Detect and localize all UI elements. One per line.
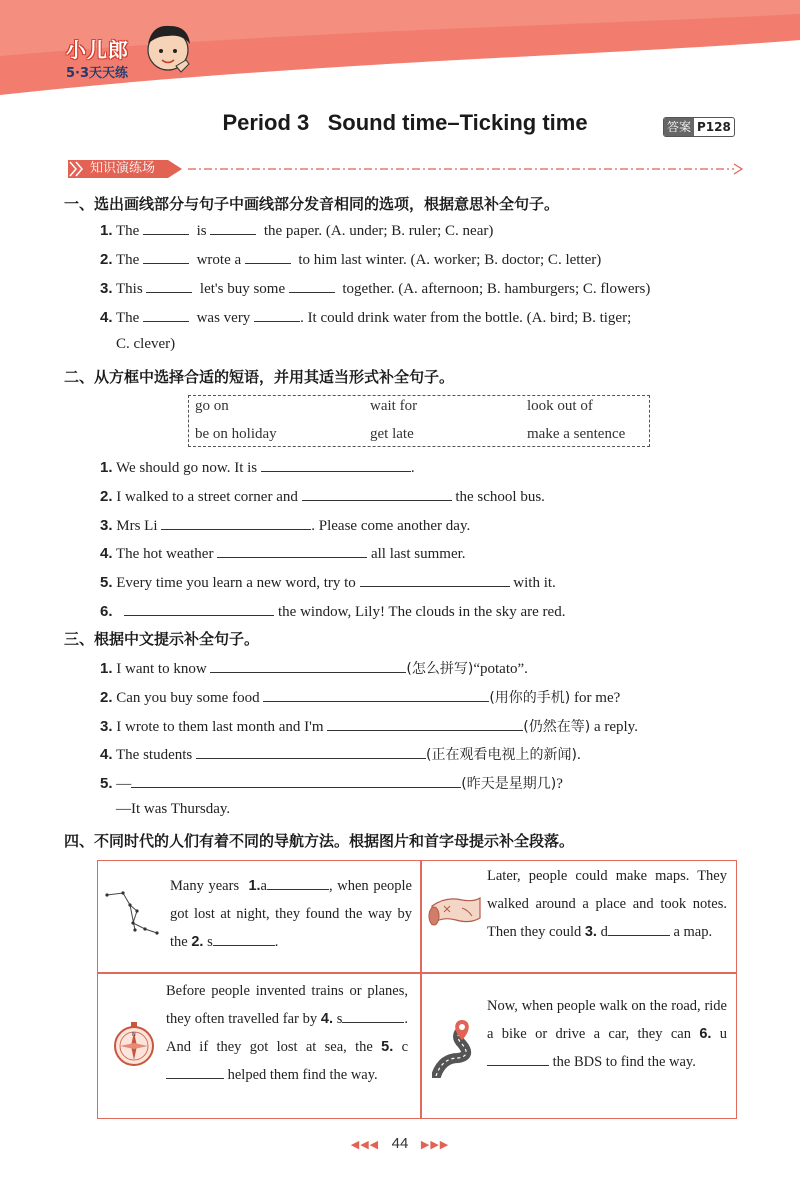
part1-item-3: 3. This let's buy some together. (A. afternoon; B. hamburgers; C. flowers)	[100, 280, 651, 297]
answer-blank[interactable]	[143, 220, 189, 235]
brand-logo: 小儿郎	[66, 38, 129, 62]
answer-blank[interactable]	[143, 307, 189, 322]
answer-blank[interactable]	[342, 1009, 404, 1023]
answer-blank[interactable]	[196, 744, 426, 759]
page-number: 44	[391, 1135, 409, 1152]
answer-blank[interactable]	[327, 716, 523, 731]
part3-answer: —It was Thursday.	[116, 801, 231, 817]
answer-blank[interactable]	[261, 457, 411, 472]
page-title: Period 3 Sound time–Ticking time	[222, 110, 588, 135]
nav-cell-stars: Many years 1.a , when people got lost at night, they found the way by the 2. s .	[170, 878, 412, 950]
answer-blank[interactable]	[267, 876, 329, 890]
next-arrows-icon: ▶▶▶	[420, 1139, 450, 1151]
answer-blank[interactable]	[360, 572, 510, 587]
phrase-option: get late	[370, 426, 414, 442]
part2-heading: 二、从方框中选择合适的短语，并用其适当形式补全句子。	[64, 368, 455, 386]
part4-heading: 四、不同时代的人们有着不同的导航方法。根据图片和首字母提示补全段落。	[64, 832, 575, 850]
part3-item-4: 4. The students (正在观看电视上的新闻).	[100, 746, 581, 763]
answer-page: P128	[697, 120, 731, 134]
nav-cell-compass: Before people invented trains or planes, they often travelled far by 4. s . And if they got lost at sea, the 5. c helped them find the way.	[166, 983, 409, 1083]
map-icon	[426, 890, 484, 936]
part1-item-2: 2. The wrote a to him last winter. (A. worker; B. doctor; C. letter)	[100, 251, 602, 268]
part1-item-4: 4. The was very . It could drink water from the bottle. (A. bird; B. tiger;	[100, 309, 632, 326]
mascot-icon	[148, 26, 190, 72]
phrase-option: make a sentence	[527, 426, 626, 442]
answer-blank[interactable]	[263, 687, 489, 702]
answer-label: 答案	[664, 118, 694, 136]
answer-blank[interactable]	[131, 773, 461, 788]
answer-blank[interactable]	[608, 922, 670, 936]
page-footer	[0, 1135, 800, 1152]
answer-blank[interactable]	[254, 307, 300, 322]
part3-item-5: 5. — (昨天是星期几)?	[100, 775, 563, 792]
part2-item-5: 5. Every time you learn a new word, try to with it.	[100, 574, 556, 591]
part3-heading: 三、根据中文提示补全句子。	[64, 630, 260, 648]
answer-blank[interactable]	[213, 932, 275, 946]
part2-item-2: 2. I walked to a street corner and the school bus.	[100, 488, 545, 505]
answer-blank[interactable]	[146, 278, 192, 293]
phrase-option: go on	[195, 398, 229, 414]
part3-item-3: 3. I wrote to them last month and I'm (仍然在等) a reply.	[100, 718, 638, 735]
part3-item-2: 2. Can you buy some food (用你的手机) for me?	[100, 689, 621, 706]
answer-blank[interactable]	[124, 601, 274, 616]
svg-text:N: N	[132, 1032, 136, 1038]
part2-item-4: 4. The hot weather all last summer.	[100, 545, 466, 562]
answer-reference[interactable]	[663, 117, 735, 137]
phrase-option: look out of	[527, 398, 593, 414]
answer-blank[interactable]	[210, 658, 406, 673]
answer-blank[interactable]	[210, 220, 256, 235]
brand-subtitle: 5·3天天练	[66, 66, 129, 81]
answer-blank[interactable]	[217, 543, 367, 558]
table-divider	[97, 972, 737, 974]
answer-blank[interactable]	[161, 515, 311, 530]
answer-blank[interactable]	[487, 1052, 549, 1066]
section-label: 知识演练场	[90, 161, 156, 176]
nav-cell-maps: Later, people could make maps. They walked around a place and took notes. Then they could 3. d a map.	[487, 868, 727, 940]
part1-item-4-cont: C. clever)	[116, 336, 176, 352]
compass-icon	[111, 1020, 157, 1068]
table-divider	[420, 860, 422, 1118]
part2-item-6: 6. the window, Lily! The clouds in the sky are red.	[100, 603, 566, 620]
answer-blank[interactable]	[289, 278, 335, 293]
constellation-icon	[105, 885, 165, 945]
answer-blank[interactable]	[143, 249, 189, 264]
location-road-icon	[432, 1018, 478, 1078]
phrase-option: be on holiday	[195, 426, 277, 442]
prev-arrows-icon: ◀◀◀	[350, 1139, 380, 1151]
answer-blank[interactable]	[245, 249, 291, 264]
section-banner	[66, 158, 746, 180]
part2-item-1: 1. We should go now. It is .	[100, 459, 415, 476]
part1-heading: 一、选出画线部分与句子中画线部分发音相同的选项，根据意思补全句子。	[64, 195, 560, 213]
part1-item-1: 1. The is the paper. (A. under; B. ruler; C. near)	[100, 222, 494, 239]
part2-item-3: 3. Mrs Li . Please come another day.	[100, 517, 471, 534]
part3-item-1: 1. I want to know (怎么拼写)“potato”.	[100, 660, 528, 677]
answer-blank[interactable]	[166, 1065, 224, 1079]
answer-blank[interactable]	[302, 486, 452, 501]
phrase-option: wait for	[370, 398, 418, 414]
nav-cell-bds: Now, when people walk on the road, ride a bike or drive a car, they can 6. u the BDS to find the way.	[487, 998, 728, 1070]
